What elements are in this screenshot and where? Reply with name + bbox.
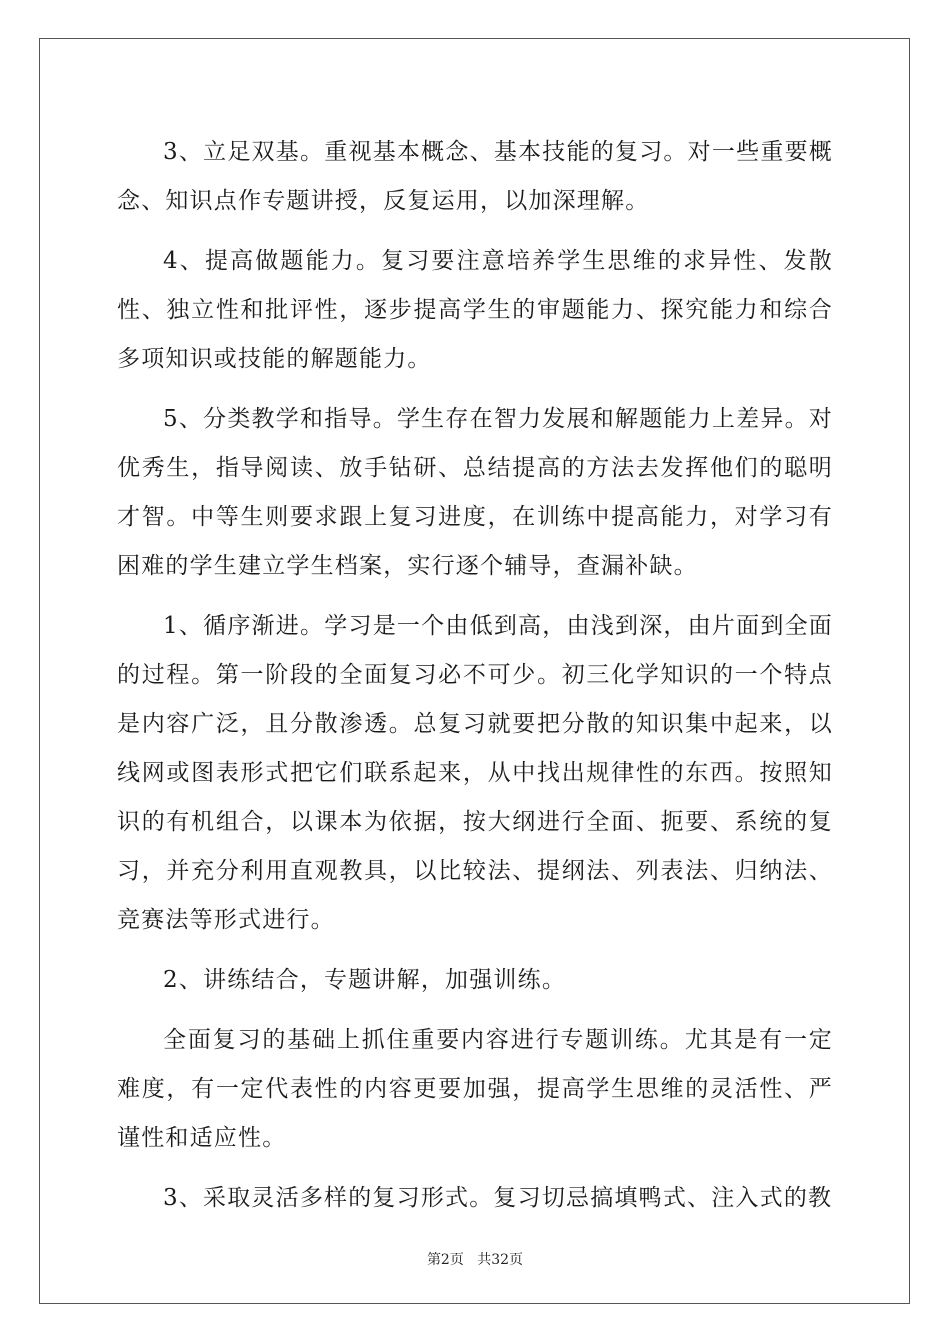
- paragraph: 全面复习的基础上抓住重要内容进行专题训练。尤其是有一定难度，有一定代表性的内容更要加强，提高学生思维的灵活性、严谨性和适应性。: [117, 1027, 833, 1151]
- paragraph: 3、立足双基。重视基本概念、基本技能的复习。对一些重要概念、知识点作专题讲授，反复运用，以加深理解。: [117, 139, 833, 214]
- document-body: [117, 128, 833, 1234]
- page-footer: [0, 1250, 950, 1270]
- paragraph: 3、采取灵活多样的复习形式。复习切忌搞填鸭式、注入式的教: [163, 1185, 833, 1211]
- paragraph: 5、分类教学和指导。学生存在智力发展和解题能力上差异。对优秀生，指导阅读、放手钻研、总结提高的方法去发挥他们的聪明才智。中等生则要求跟上复习进度，在训练中提高能力，对学习有困难的学生建立学生档案，实行逐个辅导，查漏补缺。: [117, 406, 833, 579]
- paragraph: 1、循序渐进。学习是一个由低到高，由浅到深，由片面到全面的过程。第一阶段的全面复习必不可少。初三化学知识的一个特点是内容广泛，且分散渗透。总复习就要把分散的知识集中起来，以线网或图表形式把它们联系起来，从中找出规律性的东西。按照知识的有机组合，以课本为依据，按大纲进行全面、扼要、系统的复习，并充分利用直观教具，以比较法、提纲法、列表法、归纳法、竞赛法等形式进行。: [117, 613, 833, 933]
- page-number: 第2页: [426, 1252, 464, 1268]
- page-total: 共32页: [477, 1252, 524, 1268]
- paragraph: 2、讲练结合，专题讲解，加强训练。: [163, 967, 567, 993]
- paragraph: 4、提高做题能力。复习要注意培养学生思维的求异性、发散性、独立性和批评性，逐步提高学生的审题能力、探究能力和综合多项知识或技能的解题能力。: [117, 248, 833, 372]
